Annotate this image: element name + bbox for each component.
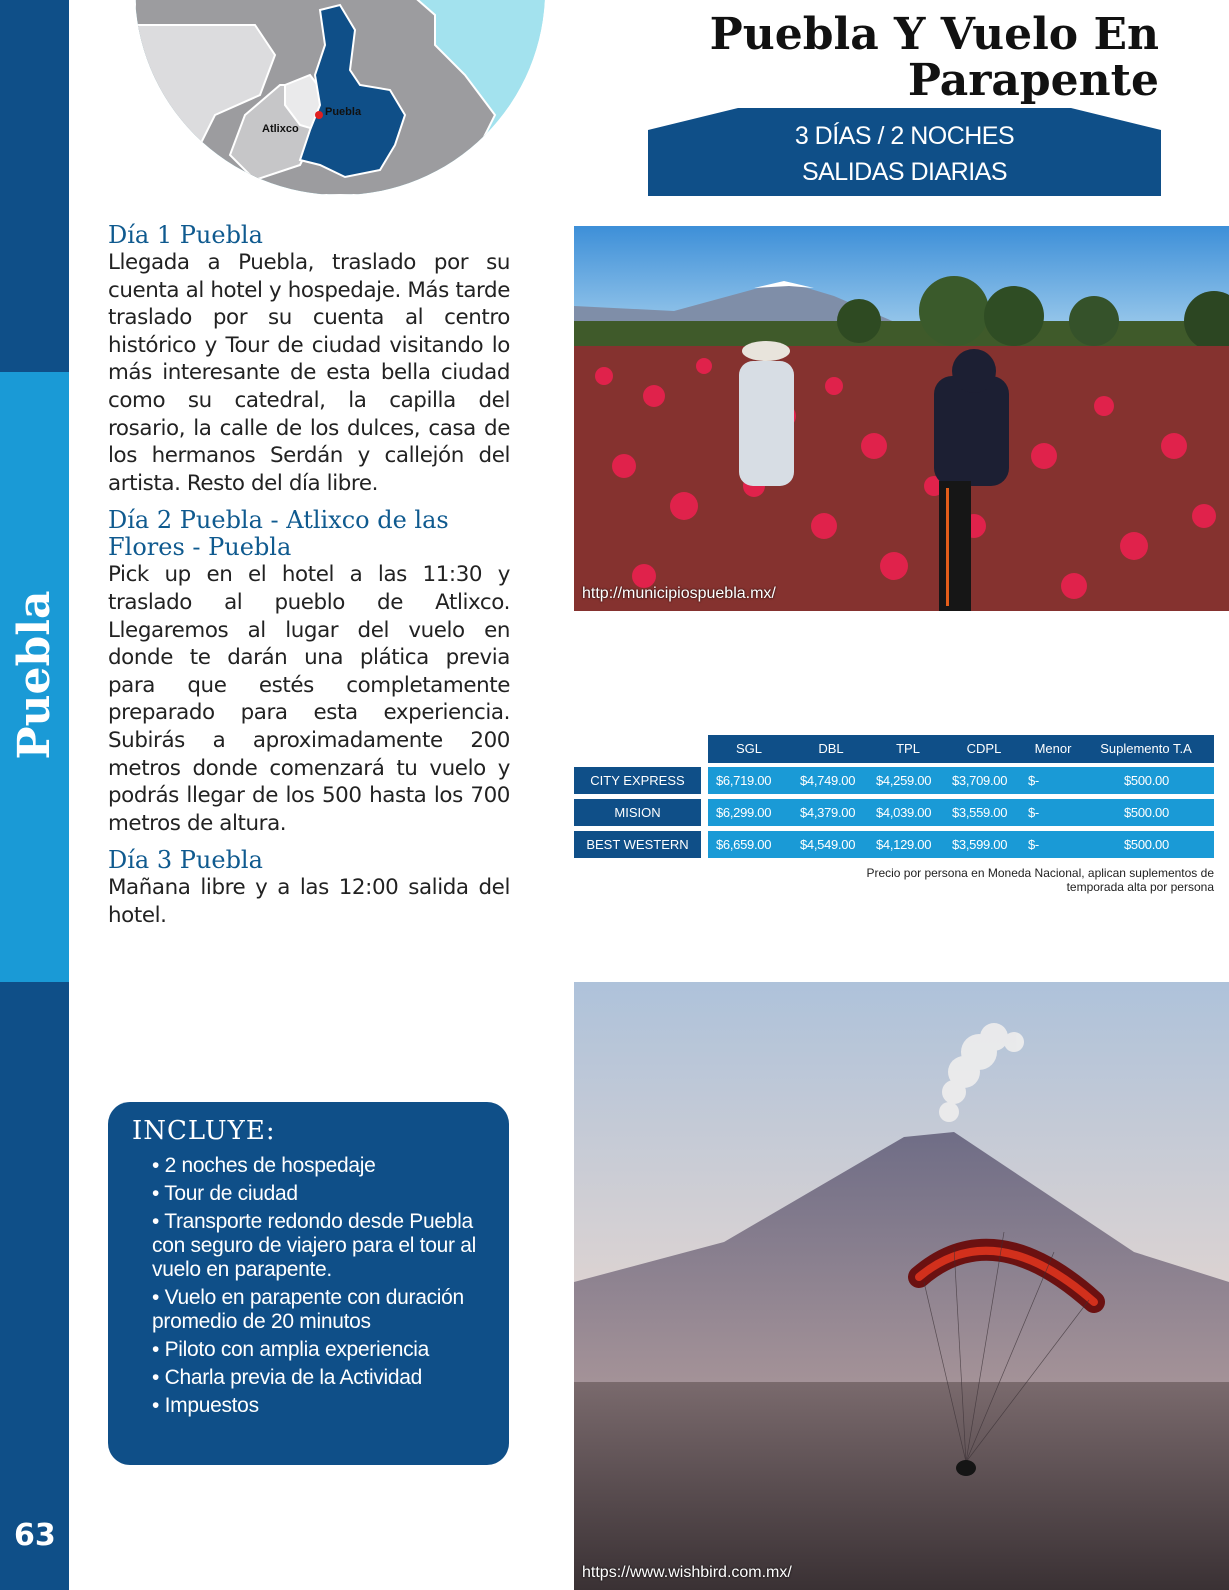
sidebar-bottom-band <box>0 982 69 1590</box>
price-cell: $- <box>1028 773 1039 788</box>
list-item: • 2 noches de hospedaje <box>152 1154 376 1177</box>
page-number: 63 <box>14 1518 56 1553</box>
day-description: Pick up en el hotel a las 11:30 y traslado al pueblo de Atlixco. Llegaremos al lugar del vuelo en donde te darán una plática previa para que estés completamente preparado para esta experiencia. Subirás a aproximadamente 200 metros donde comenzará tu vuelo y podrás llegar de los 500 hasta los 700 metros de altura. <box>108 562 510 836</box>
map-label-town: Atlixco <box>262 123 299 135</box>
includes-heading: INCLUYE: <box>132 1116 276 1146</box>
map-graphic <box>135 0 545 195</box>
day-description: Llegada a Puebla, traslado por su cuenta al hotel y hospedaje. Más tarde traslado por su cuenta al centro histórico y Tour de ciudad visitando lo más interesante de esta bella ciudad como su catedral, la capilla del rosario, la calle de los dulces, casa de los hermanos Serdán y callejón del artista. Resto del día libre. <box>108 250 510 496</box>
price-cell: $500.00 <box>1124 773 1169 788</box>
hotel-name: MISION <box>574 799 701 826</box>
itinerary-day-1 <box>108 222 510 497</box>
itinerary-day-2 <box>108 507 510 837</box>
sidebar-section-title: Puebla <box>9 590 60 760</box>
price-cell: $3,559.00 <box>952 805 1008 820</box>
price-cell: $4,039.00 <box>876 805 932 820</box>
price-cell: $3,709.00 <box>952 773 1008 788</box>
price-cell: $500.00 <box>1124 805 1169 820</box>
list-item: • Tour de ciudad <box>152 1182 298 1205</box>
duration-banner <box>648 108 1161 196</box>
day-description: Mañana libre y a las 12:00 salida del hotel. <box>108 875 510 928</box>
flower-field-photo <box>574 226 1229 611</box>
price-row <box>708 799 1214 826</box>
page-title <box>599 9 1159 106</box>
day-title: Día 2 Puebla - Atlixco de las Flores - Puebla <box>108 506 449 562</box>
map-label-city: Puebla <box>325 106 362 118</box>
price-cell: $6,659.00 <box>716 837 772 852</box>
column-header: DBL <box>790 735 872 763</box>
price-cell: $6,719.00 <box>716 773 772 788</box>
list-item: • Impuestos <box>152 1394 259 1417</box>
photo-credit: https://www.wishbird.com.mx/ <box>582 1564 792 1581</box>
location-map <box>135 0 545 195</box>
price-cell: $4,259.00 <box>876 773 932 788</box>
list-item: • Charla previa de la Actividad <box>152 1366 423 1389</box>
includes-list <box>152 1154 492 1422</box>
price-note-line: Precio por persona en Moneda Nacional, aplican suplementos de <box>866 866 1214 880</box>
duration-text: 3 DÍAS / 2 NOCHES <box>794 122 1015 150</box>
title-line-2: Parapente <box>907 55 1159 106</box>
day-title: Día 3 Puebla <box>108 846 263 875</box>
day-title: Día 1 Puebla <box>108 221 263 249</box>
price-cell: $- <box>1028 837 1039 852</box>
price-row <box>708 767 1214 794</box>
price-cell: $- <box>1028 805 1039 820</box>
price-cell: $3,599.00 <box>952 837 1008 852</box>
price-cell: $4,379.00 <box>800 805 856 820</box>
itinerary <box>108 222 510 939</box>
list-item: • Vuelo en parapente con duración promedio de 20 minutos <box>152 1286 464 1333</box>
price-cell: $500.00 <box>1124 837 1169 852</box>
column-header: Suplemento T.A <box>1082 735 1210 763</box>
price-note <box>794 866 1214 894</box>
paraglider-photo <box>574 982 1229 1590</box>
includes-box <box>108 1102 509 1465</box>
price-row <box>708 831 1214 858</box>
price-cell: $4,129.00 <box>876 837 932 852</box>
list-item: • Piloto con amplia experiencia <box>152 1338 430 1361</box>
sidebar-top-band <box>0 0 69 372</box>
price-cell: $6,299.00 <box>716 805 772 820</box>
hotel-name: BEST WESTERN <box>574 831 701 858</box>
list-item: • Transporte redondo desde Puebla con seguro de viajero para el tour al vuelo en parapente. <box>152 1210 476 1281</box>
column-header: CDPL <box>944 735 1024 763</box>
photo-credit: http://municipiospuebla.mx/ <box>582 585 776 602</box>
column-header: Menor <box>1024 735 1082 763</box>
title-line-1: Puebla Y Vuelo En <box>709 9 1159 60</box>
price-cell: $4,549.00 <box>800 837 856 852</box>
column-header: SGL <box>708 735 790 763</box>
hotel-name: CITY EXPRESS <box>574 767 701 794</box>
price-note-line: temporada alta por persona <box>1066 880 1214 894</box>
price-cell: $4,749.00 <box>800 773 856 788</box>
itinerary-day-3 <box>108 847 510 929</box>
departures-text: SALIDAS DIARIAS <box>801 158 1008 186</box>
column-header: TPL <box>872 735 944 763</box>
